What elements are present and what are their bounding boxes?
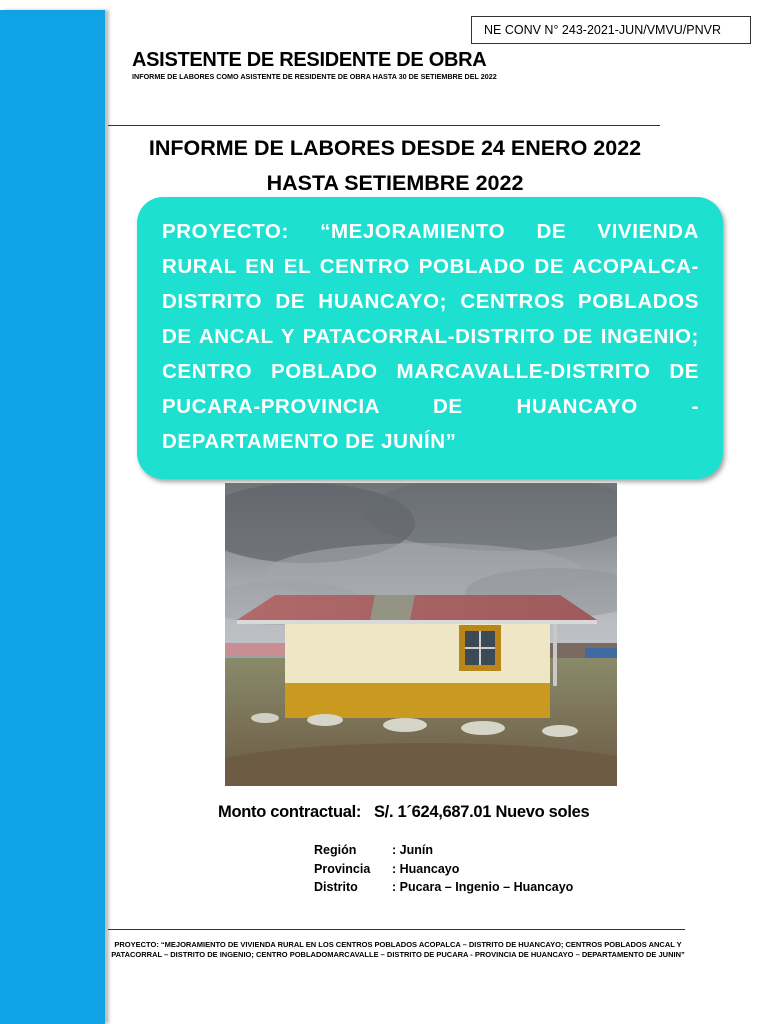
contract-amount-label: Monto contractual: bbox=[218, 803, 362, 821]
province-label: Provincia bbox=[314, 862, 371, 876]
header-divider bbox=[108, 125, 660, 126]
document-title: ASISTENTE DE RESIDENTE DE OBRA bbox=[132, 49, 487, 71]
reference-number-box: NE CONV N° 243-2021-JUN/VMVU/PNVR bbox=[471, 16, 751, 44]
region-label: Región bbox=[314, 843, 357, 857]
district-value: : Pucara – Ingenio – Huancayo bbox=[392, 880, 574, 894]
location-row-region bbox=[314, 843, 433, 857]
location-row-district bbox=[314, 880, 573, 894]
house-photo bbox=[225, 483, 617, 786]
footer-project-text: PROYECTO: “MEJORAMIENTO DE VIVIENDA RURAL EN LOS CENTROS POBLADOS ACOPALCA – DISTRITO DE HUANCAYO; CENTROS POBLADOS ANCAL Y PATACORRAL – DISTRITO DE INGENIO; CENTRO POBLADOMARCAVALLE – DISTRITO DE PUCARA - PROVINCIA DE HUANCAYO – DEPARTAMENTO DE JUNIN” bbox=[111, 940, 685, 959]
district-label: Distrito bbox=[314, 880, 358, 894]
project-description: PROYECTO: “MEJORAMIENTO DE VIVIENDA RURAL EN EL CENTRO POBLADO DE ACOPALCA-DISTRITO DE HUANCAYO; CENTROS POBLADOS DE ANCAL Y PATACORRAL-DISTRITO DE INGENIO; CENTRO POBLADO MARCAVALLE-DISTRITO DE PUCARA-PROVINCIA DE HUANCAYO - DEPARTAMENTO DE JUNÍN” bbox=[162, 220, 699, 453]
region-value: : Junín bbox=[392, 843, 433, 857]
side-color-band bbox=[0, 10, 105, 1024]
province-value: : Huancayo bbox=[392, 862, 460, 876]
contract-amount-value: S/. 1´624,687.01 Nuevo soles bbox=[373, 803, 590, 821]
location-row-province bbox=[314, 862, 459, 876]
contract-amount bbox=[218, 803, 589, 822]
footer-divider bbox=[108, 929, 685, 930]
project-banner bbox=[137, 197, 723, 479]
report-title: INFORME DE LABORES DESDE 24 ENERO 2022 HASTA SETIEMBRE 2022 bbox=[148, 136, 642, 195]
document-subtitle: INFORME DE LABORES COMO ASISTENTE DE RESIDENTE DE OBRA HASTA 30 DE SETIEMBRE DEL 2022 bbox=[132, 72, 497, 81]
